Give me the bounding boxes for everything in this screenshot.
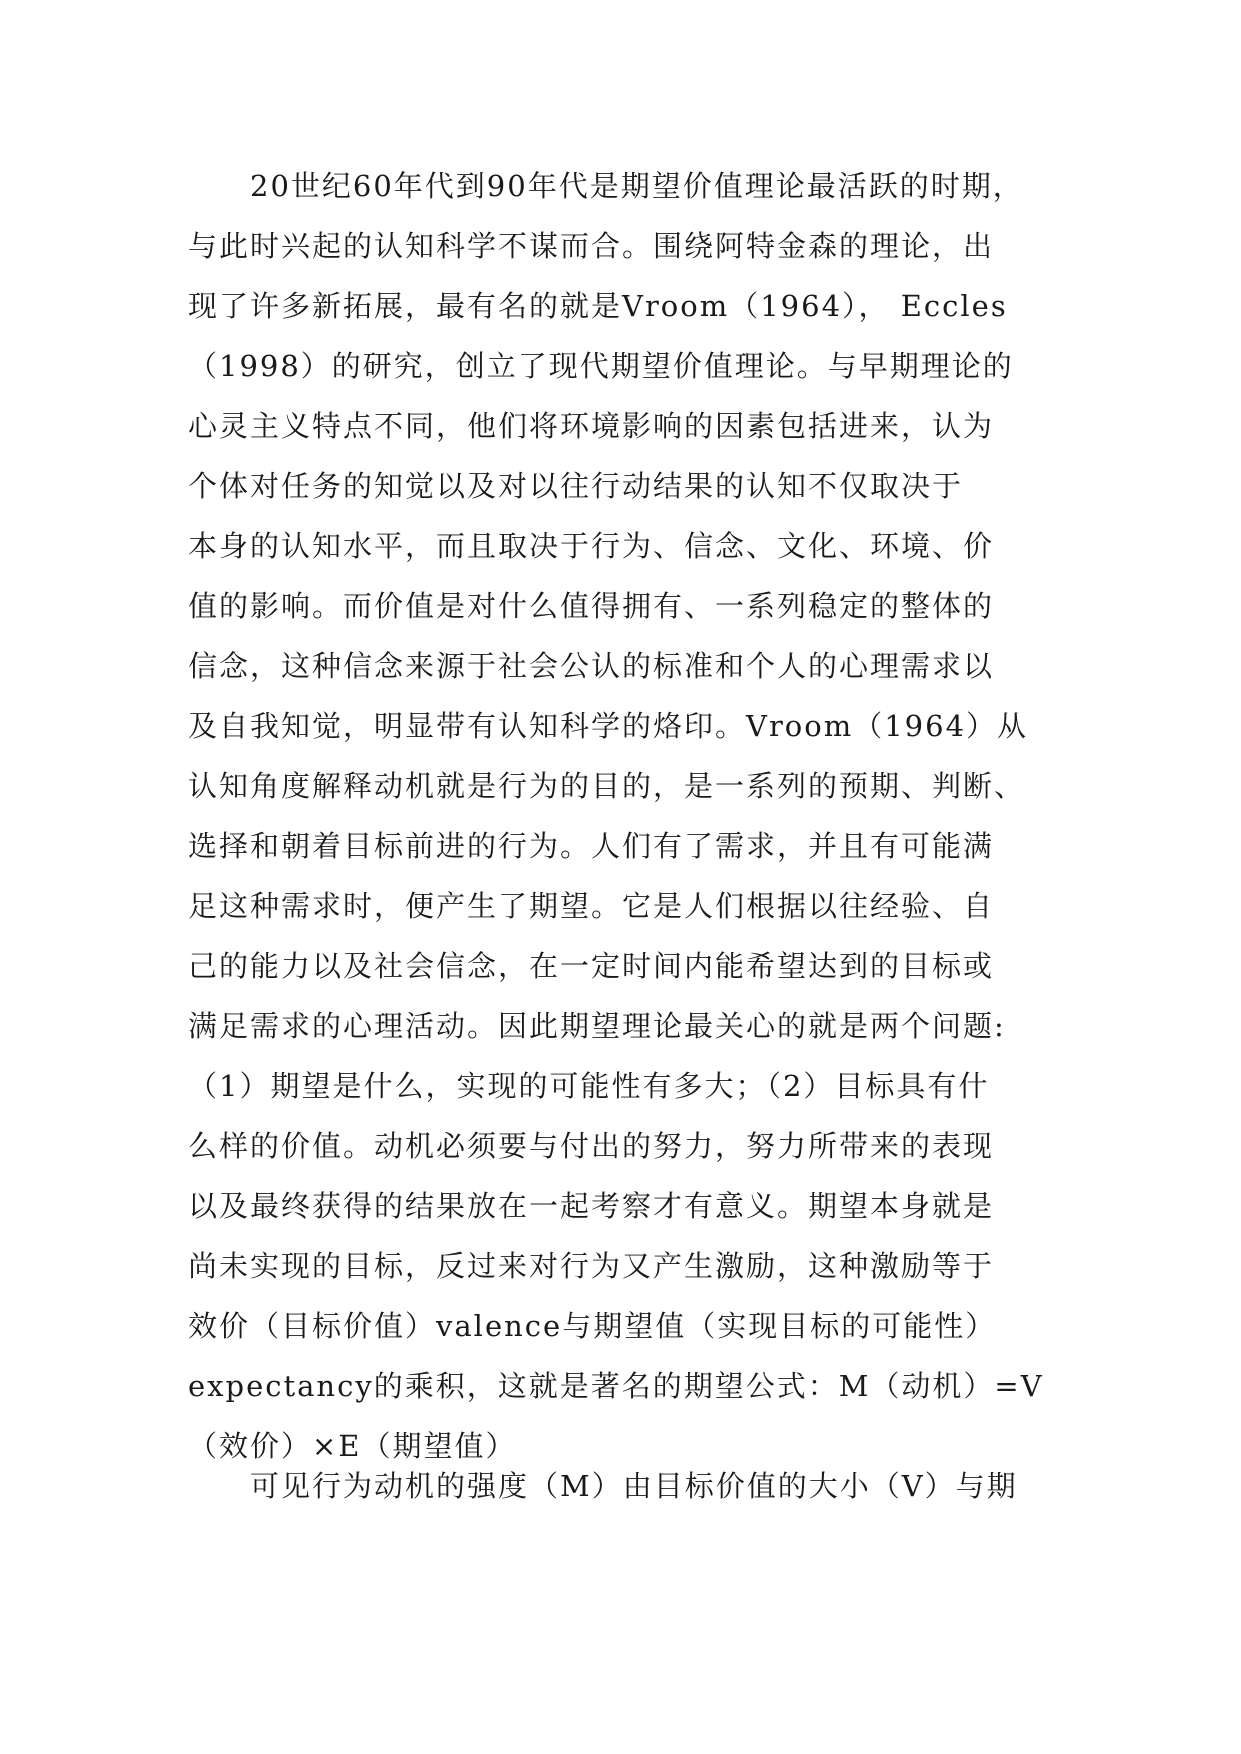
text-line: （1998）的研究，创立了现代期望价值理论。与早期理论的 <box>188 349 1014 383</box>
text-line: 以及最终获得的结果放在一起考察才有意义。期望本身就是 <box>188 1189 995 1223</box>
text-line: 选择和朝着目标前进的行为。人们有了需求，并且有可能满 <box>188 829 995 863</box>
text-line: （1）期望是什么，实现的可能性有多大；（2）目标具有什 <box>188 1069 990 1103</box>
text-line: 现了许多新拓展，最有名的就是Vroom（1964）， Eccles <box>188 289 1008 323</box>
text-line: 及自我知觉，明显带有认知科学的烙印。Vroom（1964）从 <box>188 709 1029 743</box>
paragraph-2 <box>188 1456 1050 1516</box>
text-line: 己的能力以及社会信念，在一定时间内能希望达到的目标或 <box>188 949 995 983</box>
text-line: 尚未实现的目标，反过来对行为又产生激励，这种激励等于 <box>188 1249 995 1283</box>
text-line: 足这种需求时，便产生了期望。它是人们根据以往经验、自 <box>188 889 995 923</box>
text-line: 么样的价值。动机必须要与付出的努力，努力所带来的表现 <box>188 1129 995 1163</box>
text-line: 满足需求的心理活动。因此期望理论最关心的就是两个问题: <box>188 1009 1006 1043</box>
text-line: 与此时兴起的认知科学不谋而合。围绕阿特金森的理论，出 <box>188 229 995 263</box>
text-line: （效价）×E（期望值） <box>188 1429 517 1463</box>
text-line: 值的影响。而价值是对什么值得拥有、一系列稳定的整体的 <box>188 589 995 623</box>
text-line: 效价（目标价值）valence与期望值（实现目标的可能性） <box>188 1309 997 1343</box>
text-line: 个体对任务的知觉以及对以往行动结果的认知不仅取决于 <box>188 469 964 503</box>
text-line: 可见行为动机的强度（M）由目标价值的大小（V）与期 <box>188 1469 1018 1503</box>
text-line: expectancy的乘积，这就是著名的期望公式：M（动机）=V <box>188 1369 1044 1403</box>
text-line: 本身的认知水平，而且取决于行为、信念、文化、环境、价 <box>188 529 995 563</box>
text-line: 认知角度解释动机就是行为的目的，是一系列的预期、判断、 <box>188 769 1026 803</box>
paragraph-1 <box>188 156 1050 1476</box>
text-line: 信念，这种信念来源于社会公认的标准和个人的心理需求以 <box>188 649 995 683</box>
text-line: 心灵主义特点不同，他们将环境影响的因素包括进来，认为 <box>188 409 995 443</box>
text-line: 20世纪60年代到90年代是期望价值理论最活跃的时期， <box>188 169 1024 203</box>
